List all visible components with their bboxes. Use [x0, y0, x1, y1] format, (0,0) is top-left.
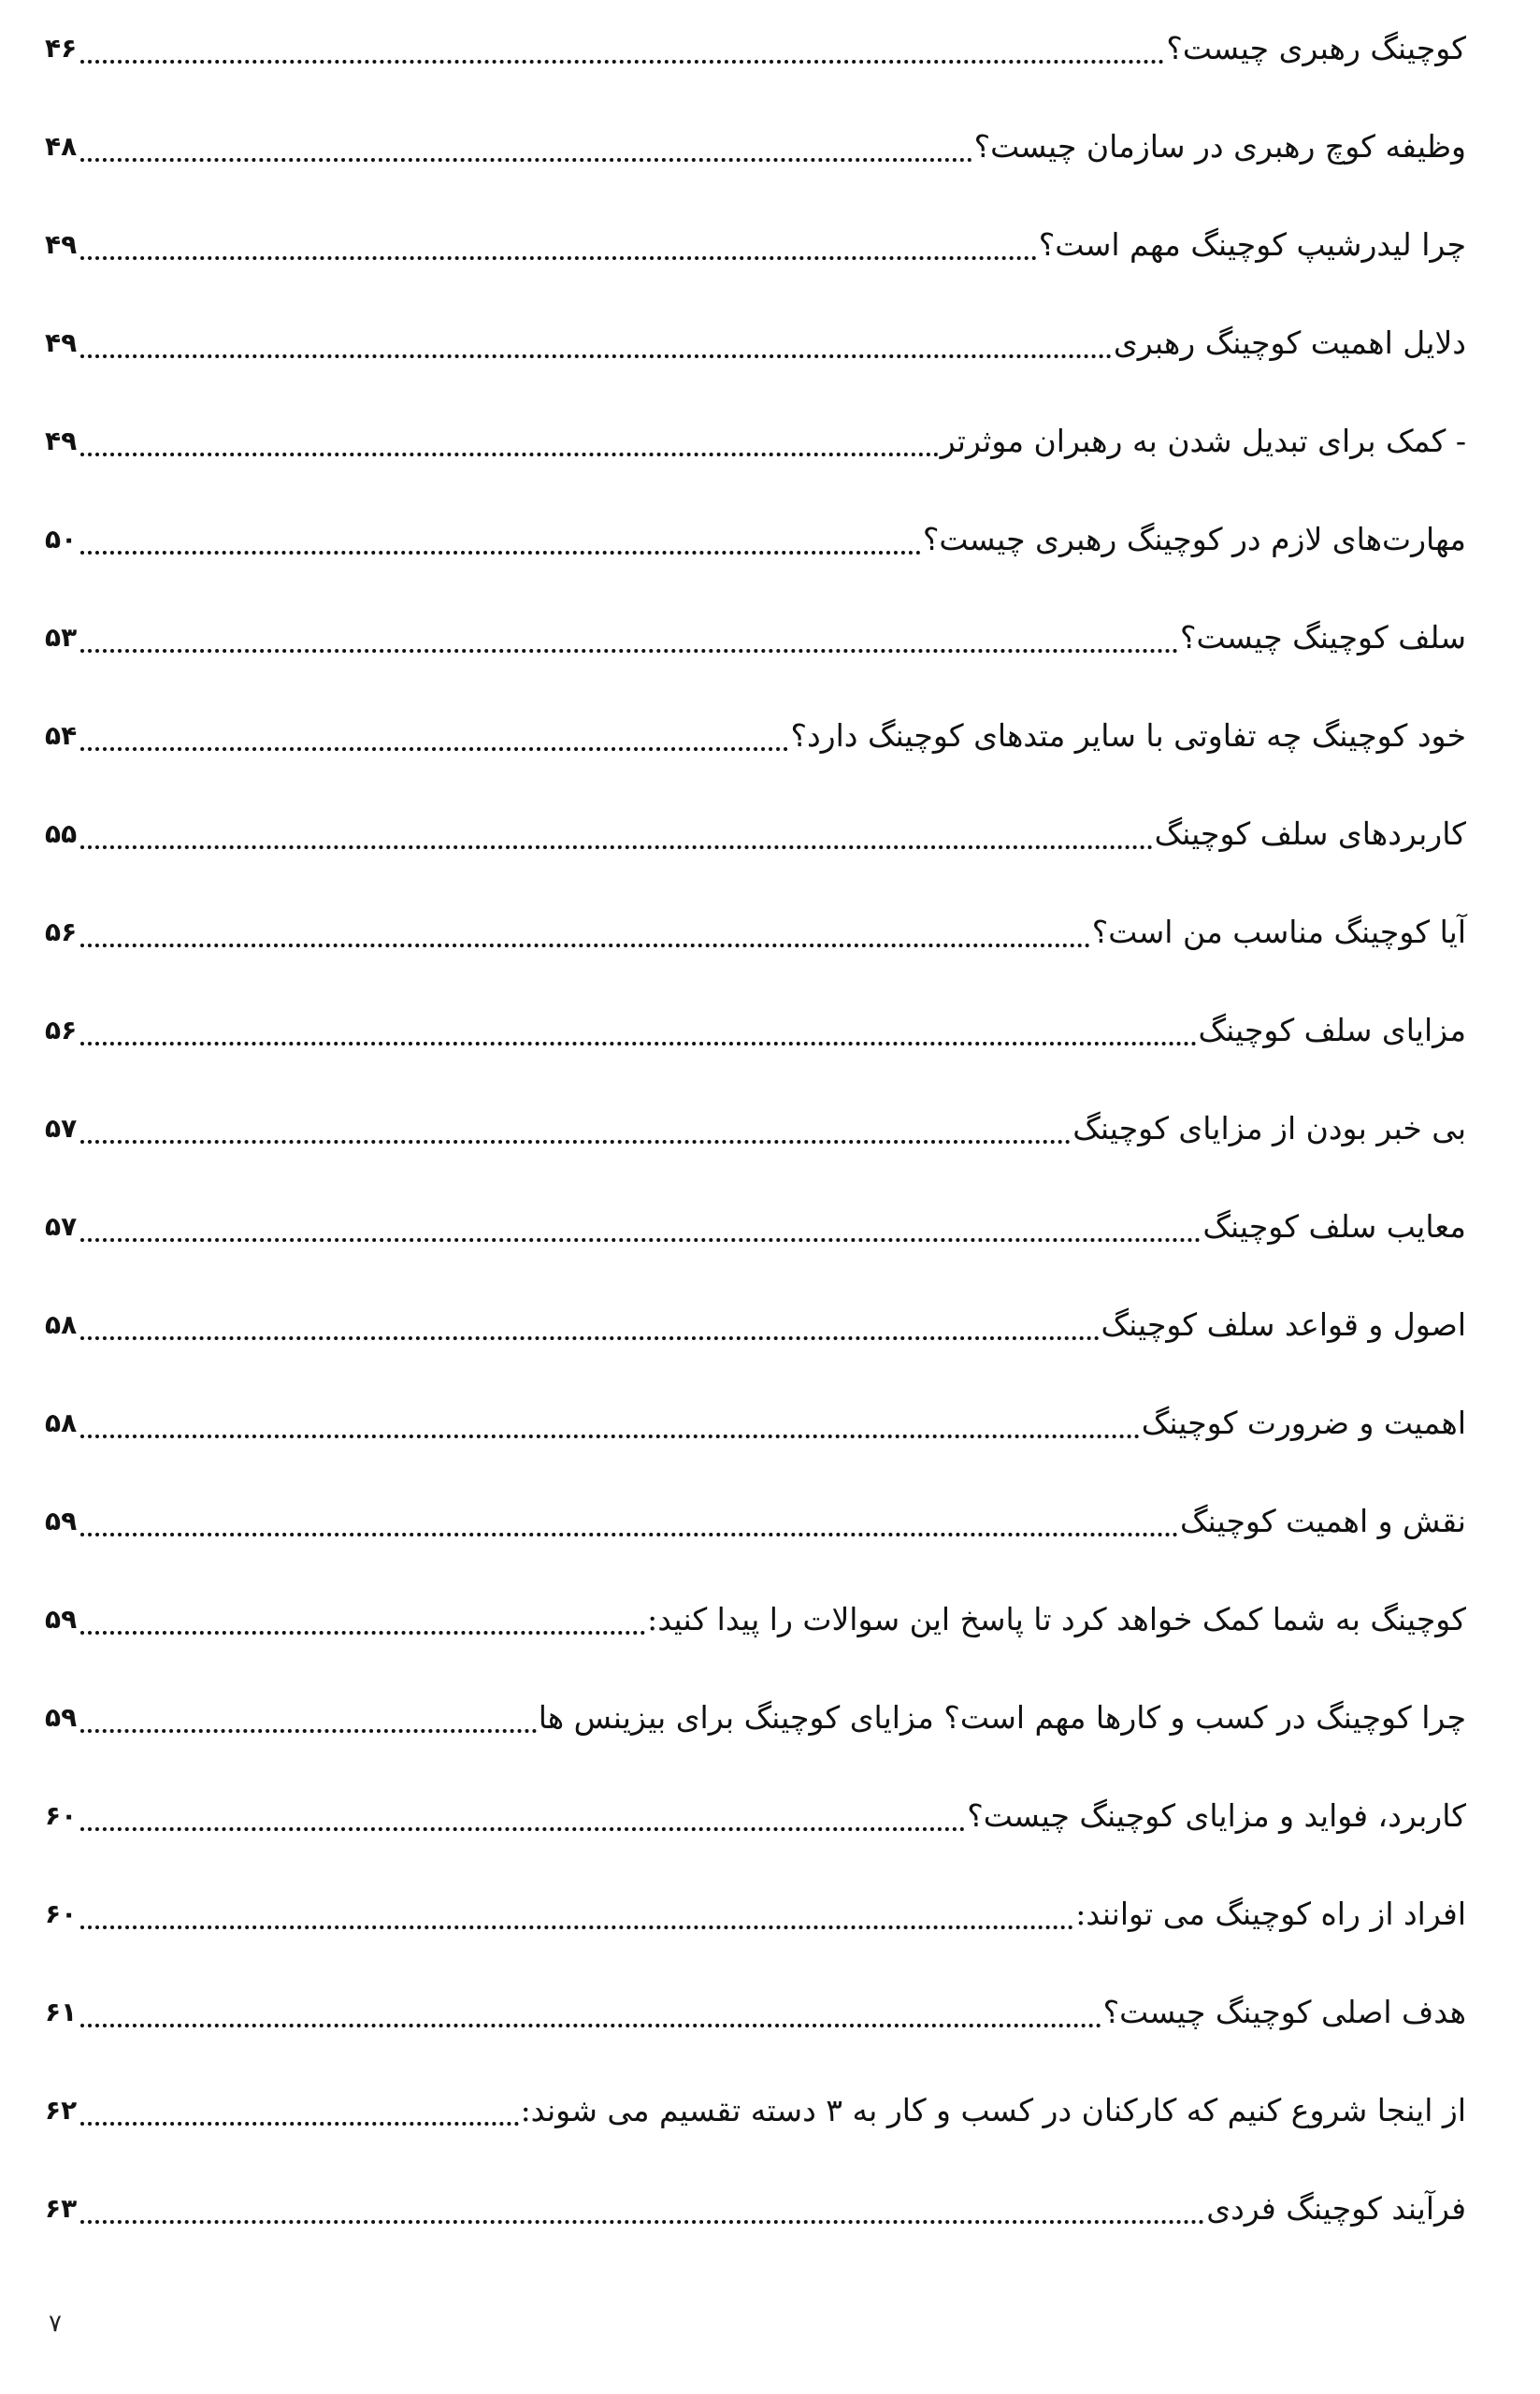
toc-dot-leader — [80, 158, 971, 162]
toc-dot-leader — [80, 1140, 1071, 1144]
toc-entry-title: کاربردهای سلف کوچینگ — [1154, 815, 1466, 852]
toc-entry-page: ۶۱ — [45, 1997, 78, 2027]
toc-dot-leader — [80, 2024, 1101, 2027]
toc-entry[interactable] — [45, 1386, 1466, 1451]
toc-dot-leader — [80, 649, 1178, 653]
toc-entry[interactable] — [45, 895, 1466, 960]
toc-entry-page: ۴۹ — [45, 229, 78, 260]
toc-dot-leader — [80, 1729, 537, 1733]
toc-dot-leader — [80, 551, 921, 555]
toc-entry-page: ۴۹ — [45, 425, 78, 456]
toc-entry-title: آیا کوچینگ مناسب من است؟ — [1091, 914, 1466, 950]
toc-entry-title: کوچینگ رهبری چیست؟ — [1166, 30, 1466, 66]
toc-dot-leader — [80, 1042, 1196, 1046]
toc-dot-leader — [80, 256, 1037, 260]
toc-dot-leader — [80, 2220, 1204, 2224]
toc-entry[interactable] — [45, 1484, 1466, 1550]
toc-dot-leader — [80, 1435, 1140, 1438]
toc-entry[interactable] — [45, 699, 1466, 764]
toc-entry-page: ۵۰ — [45, 524, 78, 555]
toc-entry-title: معایب سلف کوچینگ — [1202, 1208, 1466, 1245]
toc-entry-page: ۵۹ — [45, 1506, 78, 1536]
toc-entry-title: وظیفه کوچ رهبری در سازمان چیست؟ — [973, 128, 1466, 165]
toc-entry[interactable] — [45, 306, 1466, 371]
toc-entry-page: ۵۶ — [45, 1015, 78, 1046]
toc-entry-title: کاربرد، فواید و مزایای کوچینگ چیست؟ — [967, 1797, 1466, 1834]
toc-entry[interactable] — [45, 1975, 1466, 2041]
toc-entry-title: افراد از راه کوچینگ می توانند: — [1075, 1896, 1466, 1932]
toc-entry-title: اصول و قواعد سلف کوچینگ — [1101, 1306, 1466, 1343]
toc-entry-page: ۶۳ — [45, 2193, 78, 2224]
toc-entry-page: ۵۶ — [45, 916, 78, 947]
toc-dot-leader — [80, 354, 1112, 358]
toc-dot-leader — [80, 1631, 645, 1635]
toc-entry[interactable] — [45, 1877, 1466, 1942]
toc-entry-title: دلایل اهمیت کوچینگ رهبری — [1113, 324, 1466, 361]
toc-entry-page: ۵۸ — [45, 1407, 78, 1438]
toc-dot-leader — [80, 2122, 518, 2126]
toc-entry[interactable] — [45, 11, 1466, 77]
toc-entry-page: ۴۹ — [45, 327, 78, 358]
toc-entry-page: ۵۸ — [45, 1309, 78, 1340]
toc-entry[interactable] — [45, 404, 1466, 469]
toc-entry[interactable] — [45, 1091, 1466, 1157]
toc-entry-title: بی خبر بودن از مزایای کوچینگ — [1072, 1110, 1466, 1147]
toc-entry[interactable] — [45, 797, 1466, 862]
toc-entry[interactable] — [45, 1190, 1466, 1255]
toc-entry-title: کوچینگ به شما کمک خواهد کرد تا پاسخ این سوالات را پیدا کنید: — [647, 1601, 1466, 1637]
toc-entry-title: فرآیند کوچینگ فردی — [1206, 2190, 1466, 2227]
toc-entry-page: ۶۰ — [45, 1898, 78, 1929]
page-number: ۷ — [49, 2310, 62, 2338]
toc-entry[interactable] — [45, 109, 1466, 175]
toc-entry[interactable] — [45, 1582, 1466, 1648]
toc-entry-title: اهمیت و ضرورت کوچینگ — [1141, 1405, 1466, 1441]
toc-entry-title: سلف کوچینگ چیست؟ — [1179, 619, 1466, 656]
toc-dot-leader — [80, 1336, 1099, 1340]
toc-entry[interactable] — [45, 1779, 1466, 1844]
toc-entry-title: مزایای سلف کوچینگ — [1198, 1012, 1466, 1048]
toc-entry-title: چرا لیدرشیپ کوچینگ مهم است؟ — [1038, 226, 1466, 263]
toc-entry[interactable] — [45, 208, 1466, 273]
toc-entry[interactable] — [45, 1680, 1466, 1746]
toc-entry-title: نقش و اهمیت کوچینگ — [1180, 1503, 1466, 1539]
toc-entry-title: هدف اصلی کوچینگ چیست؟ — [1102, 1994, 1466, 2030]
toc-entry-page: ۴۸ — [45, 131, 78, 162]
toc-dot-leader — [80, 944, 1090, 947]
toc-entry-page: ۵۹ — [45, 1604, 78, 1635]
toc-entry[interactable] — [45, 502, 1466, 568]
toc-entry[interactable] — [45, 600, 1466, 666]
toc-entry[interactable] — [45, 993, 1466, 1059]
toc-entry[interactable] — [45, 2171, 1466, 2237]
toc-dot-leader — [80, 845, 1152, 849]
toc-entry[interactable] — [45, 1288, 1466, 1353]
toc-dot-leader — [80, 1238, 1201, 1242]
toc-dot-leader — [80, 1827, 965, 1831]
toc-entry-title: چرا کوچینگ در کسب و کارها مهم است؟ مزایای کوچینگ برای بیزینس ها — [538, 1699, 1466, 1736]
toc-dot-leader — [80, 60, 1164, 64]
toc-entry-page: ۵۵ — [45, 818, 78, 849]
toc-entry-page: ۶۰ — [45, 1800, 78, 1831]
toc-dot-leader — [80, 1925, 1073, 1929]
toc-entry-title: مهارت‌های لازم در کوچینگ رهبری چیست؟ — [922, 521, 1466, 557]
toc-entry-title: - کمک برای تبدیل شدن به رهبران موثرتر — [940, 423, 1466, 459]
toc-dot-leader — [80, 747, 788, 751]
toc-entry[interactable] — [45, 2073, 1466, 2139]
toc-entry-title: خود کوچینگ چه تفاوتی با سایر متدهای کوچینگ دارد؟ — [790, 717, 1466, 754]
toc-entry-title: از اینجا شروع کنیم که کارکنان در کسب و کار به ۳ دسته تقسیم می شوند: — [520, 2092, 1466, 2128]
toc-entry-page: ۵۷ — [45, 1211, 78, 1242]
toc-dot-leader — [80, 453, 938, 456]
toc-entry-page: ۴۶ — [45, 33, 78, 64]
toc-dot-leader — [80, 1533, 1178, 1536]
toc-entry-page: ۵۳ — [45, 622, 78, 653]
toc-entry-page: ۵۹ — [45, 1702, 78, 1733]
toc-entry-page: ۶۲ — [45, 2095, 78, 2126]
toc-entry-page: ۵۷ — [45, 1113, 78, 1144]
toc-entry-page: ۵۴ — [45, 720, 78, 751]
